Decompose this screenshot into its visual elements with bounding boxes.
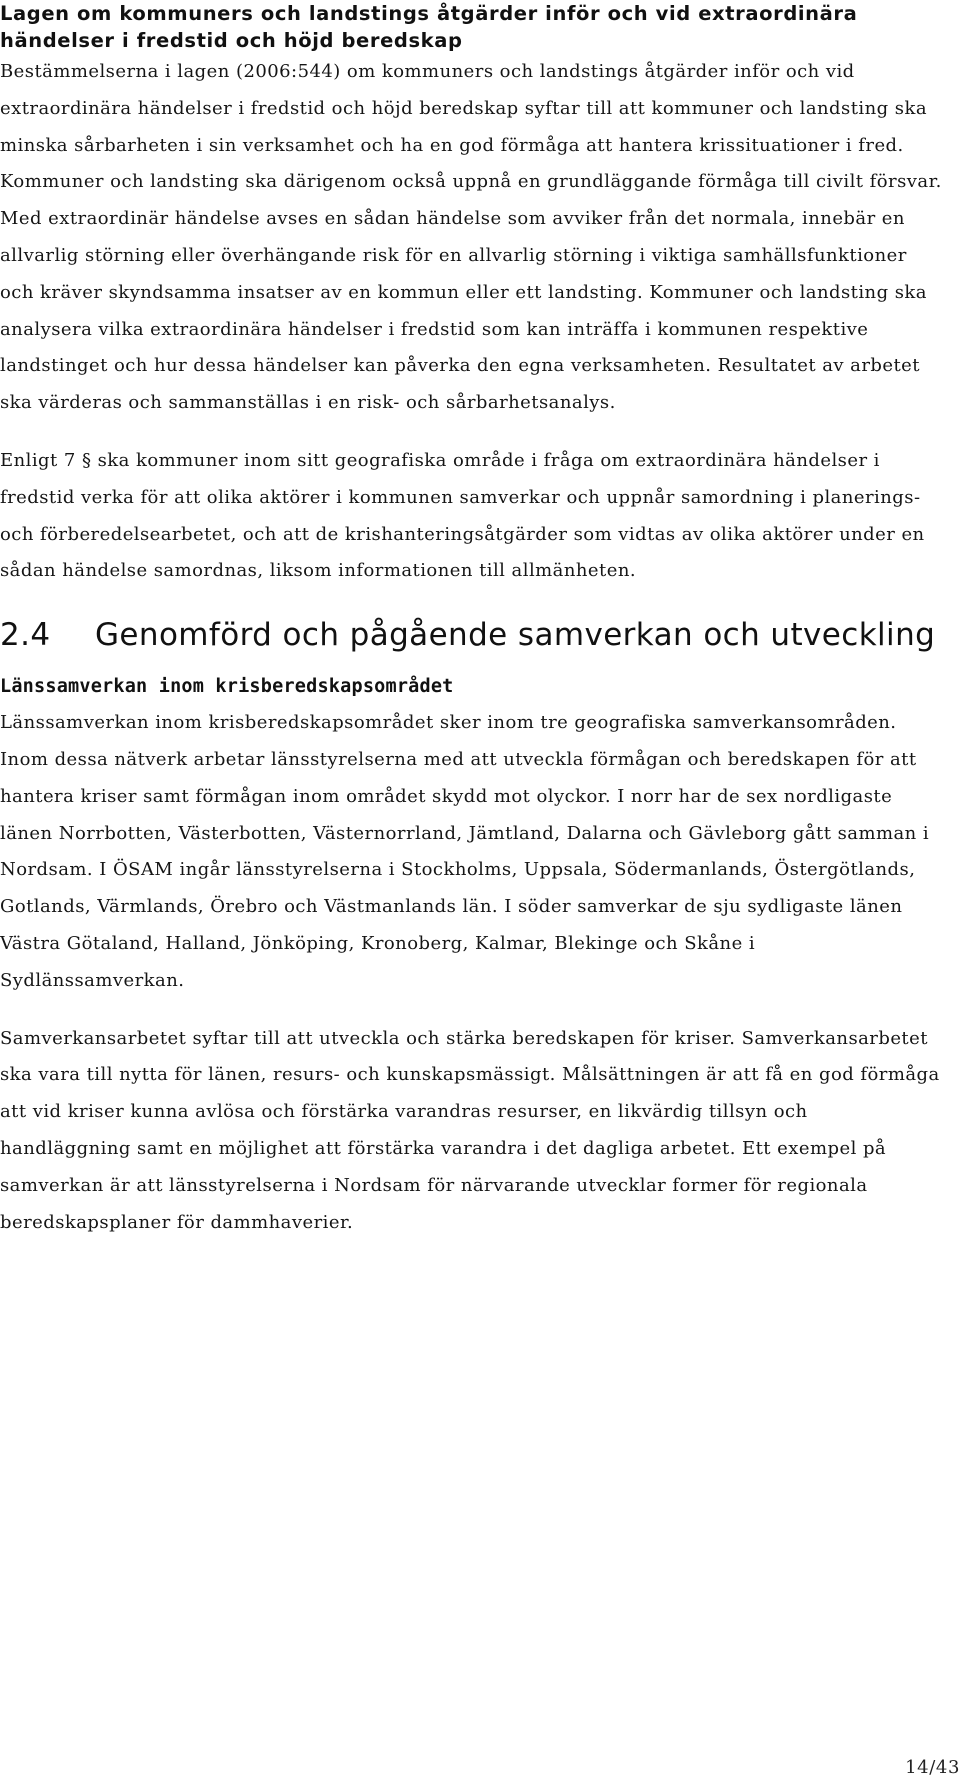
section-heading <box>0 615 942 655</box>
page-number: 14/43 <box>905 1757 960 1778</box>
paragraph-samverkansarbetet: Samverkansarbetet syftar till att utveckla och stärka beredskapen för kriser. Samverkansarbetet ska vara till nytta för länen, resurs- och kunskapsmässigt. Målsättningen är att få en god förmåga att vid kriser kunna avlösa och förstärka varandras resurser, en likvärdig tillsyn och handläggning samt en möjlighet att förstärka varandra i det dagliga arbetet. Ett exempel på samverkan är att länsstyrelserna i Nordsam för närvarande utvecklar former för regionala beredskapsplaner för dammhaverier. <box>0 1027 940 1233</box>
paragraph-gap <box>0 1000 942 1021</box>
sub-heading: Länssamverkan inom krisberedskapsområdet <box>0 676 454 698</box>
paragraph-law-description: Bestämmelserna i lagen (2006:544) om kommuners och landstings åtgärder inför och vid extraordinära händelser i fredstid och höjd beredskap syftar till att kommuner och landsting ska minska sårbarheten i sin verksamhet och ha en god förmåga att hantera krissituationer i fred. Kommuner och landsting ska därigenom också uppnå en grundläggande förmåga till civilt försvar. Med extraordinär händelse avses en sådan händelse som avviker från det normala, innebär en allvarlig störning eller överhängande risk för en allvarlig störning i viktiga samhällsfunktioner och kräver skyndsamma insatser av en kommun eller ett landsting. Kommuner och landsting ska analysera vilka extraordinära händelser i fredstid som kan inträffa i kommunen respektive landstinget och hur dessa händelser kan påverka den egna verksamheten. Resultatet av arbetet ska värderas och sammanställas i en risk- och sårbarhetsanalys. <box>0 61 942 414</box>
section-title: Genomförd och pågående samverkan och utveckling <box>95 617 936 654</box>
paragraph-gap <box>0 422 942 443</box>
intro-heading: Lagen om kommuners och landstings åtgärder inför och vid extraordinära händelser i fredstid och höjd beredskap <box>0 2 858 52</box>
section-number: 2.4 <box>0 617 51 654</box>
paragraph-section-7: Enligt 7 § ska kommuner inom sitt geografiska område i fråga om extraordinära händelser i fredstid verka för att olika aktörer i kommunen samverkar och uppnår samordning i planerings- och förberedelsearbetet, och att de krishanteringsåtgärder som vidtas av olika aktörer under en sådan händelse samordnas, liksom informationen till allmänheten. <box>0 449 925 582</box>
paragraph-lanssamverkan: Länssamverkan inom krisberedskapsområdet sker inom tre geografiska samverkansområden. Inom dessa nätverk arbetar länsstyrelserna med att utveckla förmågan och beredskapen för att hantera kriser samt förmågan inom området skydd mot olyckor. I norr har de sex nordligaste länen Norrbotten, Västerbotten, Västernorrland, Jämtland, Dalarna och Gävleborg gått samman i Nordsam. I ÖSAM ingår länsstyrelserna i Stockholms, Uppsala, Södermanlands, Östergötlands, Gotlands, Värmlands, Örebro och Västmanlands län. I söder samverkar de sju sydligaste länen Västra Götaland, Halland, Jönköping, Kronoberg, Kalmar, Blekinge och Skåne i Sydlänssamverkan. <box>0 712 930 991</box>
